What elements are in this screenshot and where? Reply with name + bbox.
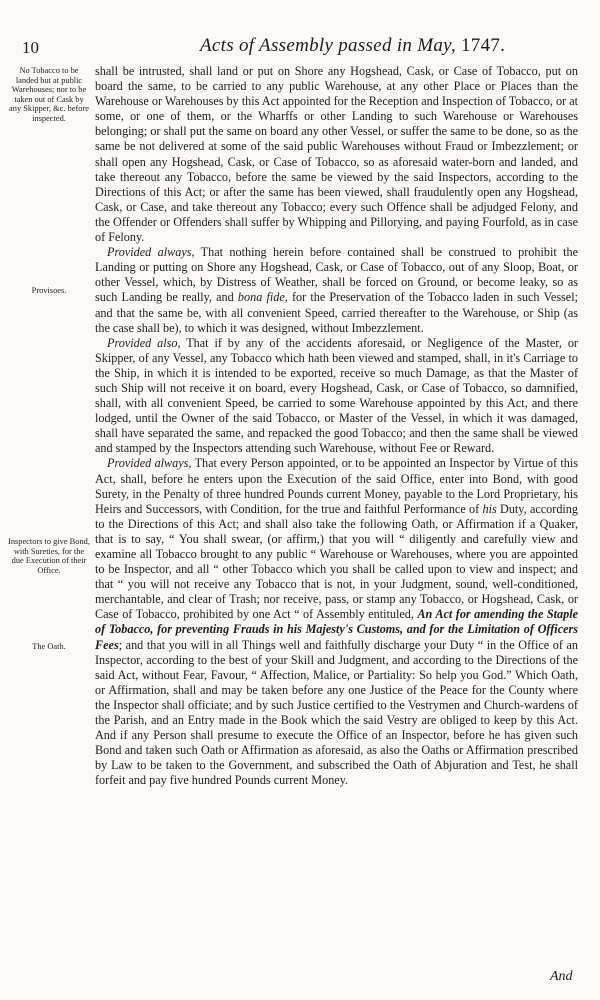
bona-fide-phrase: bona fide, [237, 290, 288, 305]
act-title: An Act for amending the Staple of Tobacco, for preventing Frauds in his Majesty's Customs, and for the Limitation of Officers Fees [95, 607, 579, 652]
page-header [0, 30, 600, 58]
running-head-title: Acts of Assembly passed in May, [200, 35, 456, 56]
page-number: 10 [22, 38, 39, 57]
proviso-lead: Provided always, [107, 456, 192, 471]
proviso-lead: Provided also, [107, 335, 181, 350]
proviso-lead: Provided always, [107, 245, 195, 260]
running-head [200, 35, 505, 57]
paragraph-proviso-landing [95, 245, 578, 336]
bond-text: That every Person appointed, or to be appointed an Inspector by Virtue of this Act, shall, before he enters upon the Execution of the said Office, enter into Bond, with good Surety, in the Penalty of three hundred Pounds current Money, payable to the Lord Proprietary, his Heirs and Successors, with Condition, for the true and faithful Performance of [95, 456, 579, 516]
proviso-text-cont: for the Preservation of the Tobacco laden in such Vessel; and that the same be, with all convenient Speed, carried thereafter to the Warehouse, or Ship (as the case shall be), to which it was designed, without Imbezzlement. [95, 290, 578, 335]
running-head-year: 1747. [460, 35, 506, 56]
oath-text-cont: ; and that you will in all Things well and faithfully discharge your Duty “ in the Office of an Inspector, according to the best of your Skill and Judgment, and according to the Directions of the said Act, without Fear, Favour, “ Affection, Malice, or Partiality: So help you God.” Which Oath, or Affirmation, shall and may be taken before any one Justice of the Peace for the County where the Inspector shall officiate; and by such Justice certified to the Vestrymen and Church-wardens of the Parish, and an Entry made in the Book which the said Vestry are obliged to keep by this Act. And if any Person shall presume to execute the Office of an Inspector, before he has given such Bond and taken such Oath or Affirmation as aforesaid, as also the Oaths or Affirmation prescribed by Law to be taken to the Government, and subscribed the Oath of Abjuration and Test, he shall forfeit and pay five hundred Pounds current Money. [95, 637, 578, 788]
paragraph-proviso-damage [95, 336, 578, 457]
margin-note-inspectors-bond: Inspectors to give Bond, with Sureties, for the due Execution of their Office. [8, 537, 90, 575]
margin-note-provisoes: Provisoes. [31, 286, 67, 295]
oath-text: Duty, according to the Directions of this Act; and shall also take the following Oath, or Affirmation if a Quaker, that is to say, “ You shall swear, (or affirm,) that you will “ diligently and carefully view and examine all Tobacco brought to any public “ Warehouse or Warehouses, where you are appointed to be Inspector, and all “ other Tobacco which you shall be called upon to view and inspect; and that “ you will not receive any Tobacco that is not, in your Judgment, sound, well-conditioned, merchantable, and clear of Trash; nor receive, pass, or stamp any Tobacco, or Hogshead, Cask, or Case of Tobacco, prohibited by one Act “ of Assembly entituled, [95, 501, 578, 622]
paragraph-penalties: shall be intrusted, shall land or put on Shore any Hogshead, Cask, or Case of Tobacco, put on board the same, to be carried to any public Warehouse, at any other Place or Places than the Warehouse or Warehouses by this Act appointed for the Reception and Inspection of Tobacco, or at some, or one of them, or the Wharffs or other Landing to such Warehouse or Warehouses belonging; or shall put the same on board any other Vessel, or suffer the same to be done, so as the same be not delivered at some of the said public Warehouses without Fraud or Imbezzlement; or shall open any Hogshead, Cask, or Case of Tobacco, so as aforesaid water-born and landed, and take thereout any Tobacco, before the same be viewed by the said Inspectors, according to the Directions of this Act; or after the same has been viewed, shall fraudulently open any Hogshead, Cask, or Case, and take thereout any Tobacco; every such Offence shall be adjudged Felony, and the Offender or Offenders shall suffer by Whipping and Pillorying, and paying Fourfold, as in case of Felony. [95, 64, 578, 245]
margin-note-oath: The Oath. [32, 642, 66, 651]
margin-note-no-tobacco: No Tobacco to be landed but at public Warehouses; nor to be taken out of Cask by any Skipper, &c. before inspected. [9, 66, 89, 123]
proviso-text: That if by any of the accidents aforesaid, or Negligence of the Master, or Skipper, of any Vessel, any Tobacco which hath been viewed and stamped, shall, in it's Carriage to the Ship, in which it is intended to be exported, receive so much Damage, as that the Master of such Ship will not receive it on board, every Hogshead, Cask, or Case of Tobacco, so damnified, shall, with all convenient Speed, be carried to some Warehouse appointed by this Act, and there lodged, until the Owner of the said Tobacco, or Master of the Vessel, in which it was damaged, shall have separated the same, and repacked the good Tobacco; and then the same shall be viewed and stamped by the Inspectors attending such Warehouse, without Fee or Reward. [95, 335, 578, 456]
paragraph-inspector-bond [95, 456, 578, 788]
his-word: his [482, 501, 497, 516]
catchword: And [550, 969, 573, 984]
proviso-text: That nothing herein before contained shall be construed to prohibit the Landing or putting on Shore any Hogshead, Cask, or Case of Tobacco, out of any Sloop, Boat, or other Vessel, which, by Distress of Weather, shall be forced on Ground, or become leaky, so as such Landing be really, and [95, 245, 578, 305]
main-text [95, 64, 578, 789]
